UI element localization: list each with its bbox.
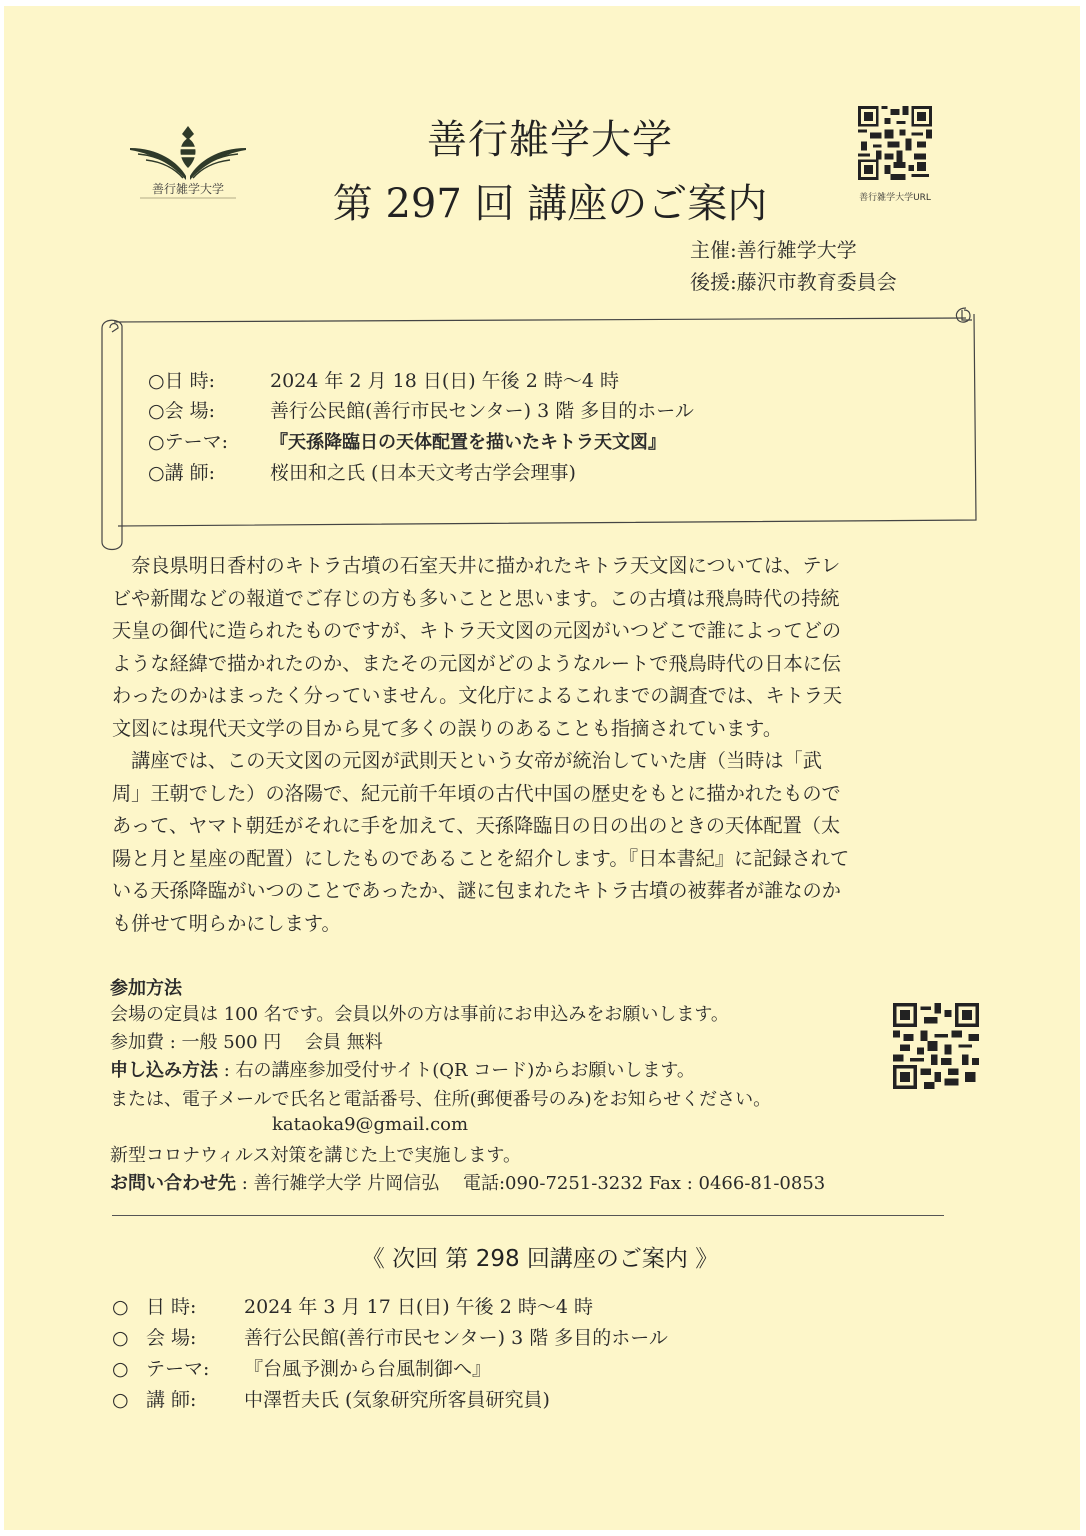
next-theme-value: 『台風予測から台風制御へ』 bbox=[244, 1358, 492, 1380]
next-lecturer-label: 講 師: bbox=[146, 1389, 197, 1411]
text-line: 天皇の御代に造られたものですが、キトラ天文図の元図がいつどこで誰によってどの bbox=[112, 619, 842, 642]
page-title-university: 善行雑学大学 bbox=[427, 117, 673, 163]
next-theme-label: テーマ: bbox=[146, 1358, 210, 1380]
registration-qr-code-icon[interactable] bbox=[893, 1003, 979, 1089]
event-lecturer-value: 桜田和之氏 (日本天文考古学会理事) bbox=[270, 462, 576, 484]
event-theme-value: 『天孫降臨日の天体配置を描いたキトラ天文図』 bbox=[270, 432, 666, 453]
text-line: 奈良県明日香村のキトラ古墳の石室天井に描かれたキトラ天文図については、テレ bbox=[112, 554, 841, 577]
next-theme-row bbox=[112, 1354, 491, 1381]
text-line: 講座では、この天文図の元図が武則天という女帝が統治していた唐（当時は「武 bbox=[112, 749, 822, 772]
event-lecturer-label: ○講 師: bbox=[148, 462, 216, 484]
text-line: ような経緯で描かれたのか、またその元図がどのようなルートで飛鳥時代の日本に伝 bbox=[112, 651, 842, 675]
organizer: 主催:善行雑学大学 bbox=[690, 238, 857, 262]
event-date-row bbox=[148, 366, 619, 393]
next-date-label: 日 時: bbox=[146, 1296, 197, 1318]
qr-code-icon[interactable] bbox=[858, 106, 932, 180]
contact-label: お問い合わせ先 bbox=[110, 1173, 236, 1194]
event-theme-row bbox=[148, 427, 666, 454]
text-line: 周」王朝でした）の洛陽で、紀元前千年頃の古代中国の歴史をもとに描かれたもので bbox=[112, 781, 841, 805]
text-line: 文図には現代天文学の目から見て多くの誤りのあることも指摘されています。 bbox=[112, 716, 783, 740]
apply-label: 申し込み方法 bbox=[110, 1060, 218, 1081]
section-divider bbox=[112, 1215, 944, 1216]
bullet-circle-icon: ○ bbox=[112, 1389, 129, 1411]
contact-row bbox=[110, 1169, 825, 1195]
apply-text: : 右の講座参加受付サイト(QR コード)からお願いします。 bbox=[218, 1060, 695, 1081]
next-date-value: 2024 年 3 月 17 日(日) 午後 2 時～4 時 bbox=[244, 1296, 593, 1318]
event-date-value: 2024 年 2 月 18 日(日) 午後 2 時～4 時 bbox=[270, 370, 619, 392]
capacity-text: 会場の定員は 100 名です。会員以外の方は事前にお申込みをお願いします。 bbox=[110, 1004, 729, 1025]
bullet-circle-icon: ○ bbox=[112, 1327, 129, 1349]
email-address-link[interactable]: kataoka9@gmail.com bbox=[272, 1114, 469, 1135]
next-venue-label: 会 場: bbox=[146, 1327, 197, 1349]
description-paragraph-1 bbox=[112, 550, 982, 745]
email-note: または、電子メールで氏名と電話番号、住所(郵便番号のみ)をお知らせください。 bbox=[110, 1089, 772, 1110]
next-lecturer-row bbox=[112, 1385, 550, 1412]
event-lecturer-row bbox=[148, 458, 576, 485]
event-venue-label: ○会 場: bbox=[148, 400, 216, 422]
text-line: わったのかはまったく分っていません。文化庁によるこれまでの調査では、キトラ天 bbox=[112, 684, 843, 707]
event-theme-label: ○テーマ: bbox=[148, 431, 228, 453]
covid-note: 新型コロナウィルス対策を講じた上で実施します。 bbox=[110, 1145, 521, 1166]
event-venue-row bbox=[148, 396, 694, 423]
text-line: あって、ヤマト朝廷がそれに手を加えて、天孫降臨日の日の出のときの天体配置（太 bbox=[112, 814, 841, 837]
logo-text: 善行雑学大学 bbox=[151, 182, 224, 196]
text-line: も併せて明らかにします。 bbox=[112, 911, 341, 935]
next-venue-value: 善行公民館(善行市民センター) 3 階 多目的ホール bbox=[244, 1327, 668, 1349]
text-line: ビや新聞などの報道でご存じの方も多いことと思います。この古墳は飛鳥時代の持統 bbox=[112, 586, 840, 610]
next-lecturer-value: 中澤哲夫氏 (気象研究所客員研究員) bbox=[244, 1389, 550, 1411]
page-title-lecture: 第 297 回 講座のご案内 bbox=[332, 181, 768, 227]
text-line: いる天孫降臨がいつのことであったか、謎に包まれたキトラ古墳の被葬者が誰なのか bbox=[112, 879, 841, 902]
qr-code-label: 善行雑学大学URL bbox=[859, 193, 931, 203]
contact-text: : 善行雑学大学 片岡信弘 電話:090-7251-3232 Fax : 0466-81-0853 bbox=[236, 1173, 826, 1194]
bullet-circle-icon: ○ bbox=[112, 1296, 129, 1318]
text-line: 陽と月と星座の配置）にしたものであることを紹介します。『日本書紀』に記録されて bbox=[112, 846, 850, 870]
fee-text: 参加費 : 一般 500 円 会員 無料 bbox=[110, 1032, 383, 1053]
event-date-label: ○日 時: bbox=[148, 370, 216, 392]
participation-heading: 参加方法 bbox=[110, 978, 182, 999]
apply-row bbox=[110, 1056, 695, 1082]
logo-subtext bbox=[140, 197, 236, 199]
description-paragraph-2 bbox=[112, 745, 982, 940]
event-venue-value: 善行公民館(善行市民センター) 3 階 多目的ホール bbox=[270, 400, 694, 422]
next-date-row bbox=[112, 1292, 593, 1319]
bullet-circle-icon: ○ bbox=[112, 1358, 129, 1380]
supporter: 後援:藤沢市教育委員会 bbox=[690, 270, 897, 294]
next-venue-row bbox=[112, 1323, 668, 1350]
next-lecture-title: 《 次回 第 298 回講座のご案内 》 bbox=[361, 1246, 719, 1272]
